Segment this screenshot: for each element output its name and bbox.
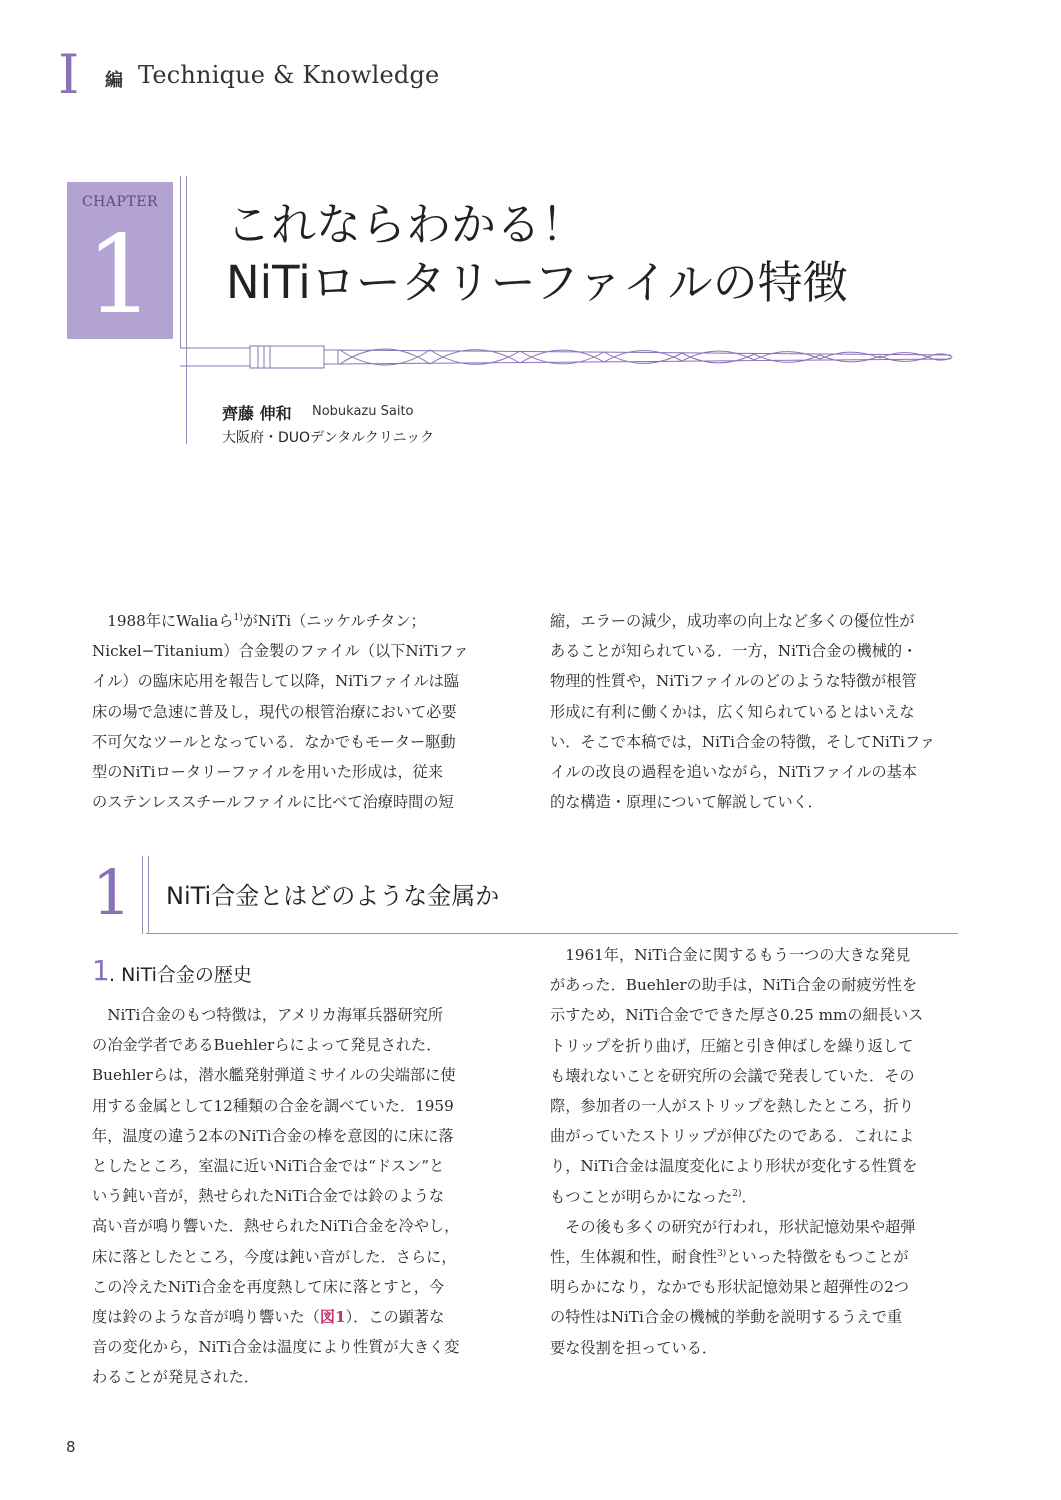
chapter-divider-line bbox=[180, 176, 181, 348]
chapter-title-line1: これならわかる！ bbox=[226, 198, 587, 251]
subsection-number: 1 bbox=[92, 954, 110, 987]
intro-right-line: 形成に有利に働くかは，広く知られているとはいえな bbox=[550, 702, 915, 721]
history-left-line: いう鈍い音が，熱せられたNiTi合金では鈴のような bbox=[92, 1187, 445, 1206]
intro-right-line: 的な構造・原理について解説していく． bbox=[550, 793, 823, 812]
history-left-line: 音の変化から，NiTi合金は温度により性質が大きく変 bbox=[92, 1338, 460, 1357]
chapter-divider-line-long bbox=[186, 176, 187, 444]
history-right-line: り，NiTi合金は温度変化により形状が変化する性質を bbox=[550, 1157, 918, 1176]
history-right-line: トリップを折り曲げ，圧縮と引き伸ばしを繰り返して bbox=[550, 1036, 914, 1055]
section-number: 1 bbox=[92, 856, 132, 929]
history-left-line: Buehlerらは，潜水艦発射弾道ミサイルの尖端部に使 bbox=[92, 1066, 456, 1085]
history-left-line: この冷えたNiTi合金を再度熱して床に落とすと，今 bbox=[92, 1277, 445, 1296]
chapter-number: 1 bbox=[85, 213, 155, 338]
history-left-line: の冶金学者であるBuehlerらによって発見された． bbox=[92, 1036, 442, 1055]
history-right-line: 示すため，NiTi合金でできた厚さ0.25 mmの細長いス bbox=[550, 1006, 924, 1025]
history-left-line: 用する金属として12種類の合金を調べていた．1959 bbox=[92, 1096, 454, 1115]
subsection-title: . NiTi合金の歴史 bbox=[109, 964, 252, 986]
history-right-line: の特性はNiTi合金の機械的挙動を説明するうえで重 bbox=[550, 1308, 903, 1327]
part-numeral: I bbox=[58, 43, 80, 106]
history-left-line: 年，温度の違う2本のNiTi合金の棒を意図的に床に落 bbox=[92, 1126, 454, 1145]
history-left-line: わることが発見された． bbox=[92, 1368, 260, 1387]
author-affiliation: 大阪府・DUOデンタルクリニック bbox=[222, 430, 435, 446]
history-right-column bbox=[550, 940, 960, 1363]
chapter-title-line2: NiTiロータリーファイルの特徴 bbox=[226, 256, 848, 309]
niti-file-illustration bbox=[180, 340, 970, 374]
history-right-line: があった．Buehlerの助手は，NiTi合金の耐疲労性を bbox=[550, 976, 918, 995]
intro-right-line: 物理的性質や，NiTiファイルのどのような特徴が根管 bbox=[550, 672, 917, 691]
part-title: Technique & Knowledge bbox=[138, 61, 440, 89]
history-left-line: としたところ，室温に近いNiTi合金では“ドスン”と bbox=[92, 1157, 445, 1176]
chapter-title bbox=[226, 196, 848, 312]
intro-right-line: あることが知られている．一方，NiTi合金の機械的・ bbox=[550, 642, 918, 661]
section-divider-line-2 bbox=[148, 856, 149, 934]
history-left-line: NiTi合金のもつ特徴は，アメリカ海軍兵器研究所 bbox=[107, 1006, 444, 1024]
figure-1-link[interactable]: 図1 bbox=[319, 1308, 346, 1327]
intro-left-line: 不可欠なツールとなっている．なかでもモーター駆動 bbox=[92, 732, 456, 751]
intro-right-line: い．そこで本稿では，NiTi合金の特徴，そしてNiTiファ bbox=[550, 732, 935, 751]
history-left-line-figref: 度は鈴のような音が鳴り響いた（図1）．この顕著な bbox=[92, 1308, 445, 1327]
intro-left-line: Nickel−Titanium）合金製のファイル（以下NiTiファ bbox=[92, 642, 469, 661]
intro-left-line: 床の場で急速に普及し，現代の根管治療において必要 bbox=[92, 702, 457, 721]
intro-right-column bbox=[550, 606, 960, 817]
page-number: 8 bbox=[66, 1438, 76, 1456]
history-right-line: 曲がっていたストリップが伸びたのである．これによ bbox=[550, 1127, 914, 1146]
author-name-en: Nobukazu Saito bbox=[312, 404, 414, 419]
history-right-line: 要な役割を担っている． bbox=[550, 1338, 718, 1357]
history-right-line: 明らかになり，なかでも形状記憶効果と超弾性の2つ bbox=[550, 1278, 909, 1297]
history-right-line: 1961年，NiTi合金に関するもう一つの大きな発見 bbox=[565, 946, 911, 964]
intro-left-line: のステンレススチールファイルに比べて治療時間の短 bbox=[92, 793, 454, 812]
intro-left-line: 型のNiTiロータリーファイルを用いた形成は，従来 bbox=[92, 763, 444, 782]
intro-left-line-1: 1988年にWaliaら$^{1)}$がNiTi（ニッケルチタン； bbox=[107, 612, 426, 630]
intro-right-line: イルの改良の過程を追いながら，NiTiファイルの基本 bbox=[550, 763, 917, 782]
history-left-column bbox=[92, 1000, 502, 1393]
intro-right-line: 縮，エラーの減少，成功率の向上など多くの優位性が bbox=[550, 612, 915, 630]
history-right-line-ref3: 性，生体親和性，耐食性$^{3)}$といった特徴をもつことが bbox=[550, 1248, 909, 1267]
intro-left-column bbox=[92, 606, 502, 817]
section-underline bbox=[146, 933, 958, 934]
author-name-jp: 齊藤 伸和 bbox=[222, 404, 292, 423]
history-right-line: も壊れないことを研究所の会議で発表していた．その bbox=[550, 1066, 915, 1085]
history-right-line-ref2: もつことが明らかになった$^{2)}$． bbox=[550, 1187, 757, 1206]
history-right-line: 際，参加者の一人がストリップを熱したところ，折り bbox=[550, 1097, 914, 1116]
history-left-line: 高い音が鳴り響いた．熱せられたNiTi合金を冷やし， bbox=[92, 1217, 460, 1236]
intro-left-line: イル）の臨床応用を報告して以降，NiTiファイルは臨 bbox=[92, 672, 459, 691]
part-suffix: 編 bbox=[105, 70, 123, 91]
history-right-line: その後も多くの研究が行われ，形状記憶効果や超弾 bbox=[565, 1217, 916, 1236]
chapter-label: CHAPTER bbox=[81, 194, 159, 210]
history-left-line: 床に落としたところ，今度は鈍い音がした．さらに， bbox=[92, 1247, 457, 1266]
section-divider-line bbox=[142, 856, 143, 934]
section-title: NiTi合金とはどのような金属か bbox=[166, 882, 500, 910]
